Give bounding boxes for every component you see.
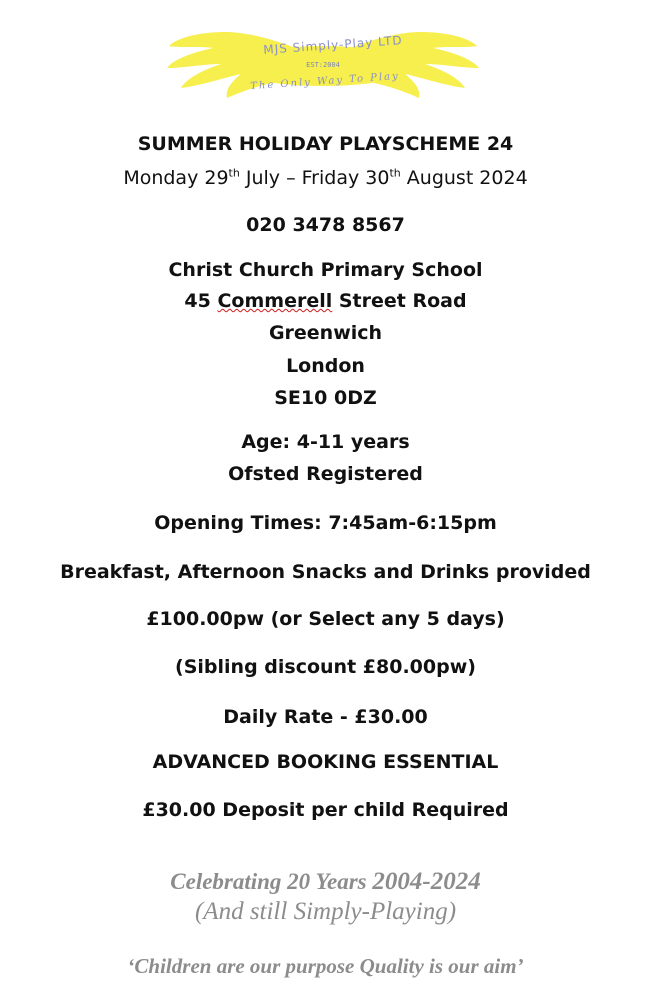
anniversary-text: Celebrating 20 Years: [170, 869, 373, 894]
address-city: London: [286, 355, 365, 377]
daily-rate: Daily Rate - £30.00: [223, 706, 428, 728]
logo-established: EST:2004: [306, 61, 340, 69]
sibling-discount: (Sibling discount £80.00pw): [175, 656, 476, 678]
scheme-dates: [0, 166, 651, 190]
end-date: August 2024: [400, 167, 528, 189]
anniversary-years: 2004-2024: [372, 868, 481, 895]
page-title: SUMMER HOLIDAY PLAYSCHEME 24: [137, 133, 514, 155]
deposit-requirement: £30.00 Deposit per child Required: [142, 799, 509, 821]
address-area: Greenwich: [268, 322, 383, 344]
start-date: Monday 29: [123, 167, 229, 189]
age-range: Age: 4-11 years: [241, 431, 410, 453]
street-suffix: Street Road: [332, 290, 467, 312]
end-date-ordinal: th: [389, 166, 401, 180]
opening-times: Opening Times: 7:45am-6:15pm: [154, 512, 497, 534]
logo-tagline: The Only Way To Play: [249, 70, 401, 93]
street-address: [0, 289, 651, 313]
ofsted-registration: Ofsted Registered: [228, 463, 423, 485]
logo-company-name: MJS Simply-Play LTD: [262, 33, 404, 57]
start-date-ordinal: th: [228, 166, 240, 180]
anniversary-line: [0, 868, 651, 896]
booking-notice: ADVANCED BOOKING ESSENTIAL: [152, 751, 499, 773]
street-number: 45: [184, 290, 218, 312]
motto: ‘Children are our purpose Quality is our aim’: [127, 954, 524, 978]
still-playing-line: (And still Simply-Playing): [194, 898, 457, 925]
address-postcode: SE10 0DZ: [274, 387, 377, 409]
street-name-spellcheck: Commerell: [217, 290, 333, 312]
weekly-price: £100.00pw (or Select any 5 days): [146, 608, 505, 630]
company-logo: [165, 26, 481, 100]
date-separator: July – Friday 30: [239, 167, 390, 189]
venue-name: Christ Church Primary School: [168, 259, 483, 281]
phone-number: 020 3478 8567: [246, 214, 405, 236]
food-provisions: Breakfast, Afternoon Snacks and Drinks provided: [60, 561, 591, 583]
